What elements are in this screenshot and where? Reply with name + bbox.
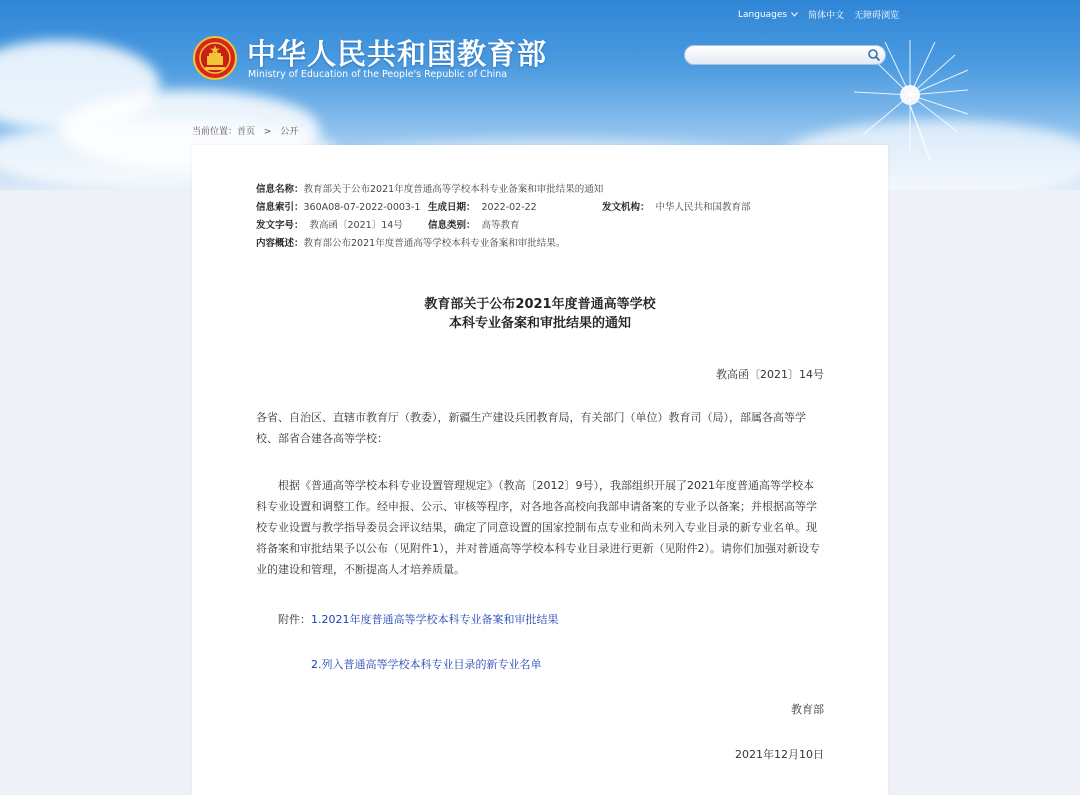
attachment-link-1[interactable]: 1.2021年度普通高等学校本科专业备案和审批结果: [311, 613, 559, 626]
doc-number: 教高函〔2021〕14号: [716, 368, 824, 381]
meta-value: 教高函〔2021〕14号: [309, 220, 403, 231]
meta-label: 信息索引：: [256, 202, 304, 213]
accessibility-link[interactable]: 无障碍浏览: [854, 11, 900, 21]
site-title[interactable]: 中华人民共和国教育部: [247, 37, 548, 71]
doc-title-line-2: 本科专业备案和审批结果的通知: [448, 316, 631, 331]
meta-label: 发文机构：: [602, 202, 650, 213]
chevron-down-icon[interactable]: [791, 10, 798, 20]
attachment-1: [278, 611, 559, 627]
doc-title-line-1: 教育部关于公布2021年度普通高等学校: [424, 297, 656, 312]
meta-value: 教育部公布2021年度普通高等学校本科专业备案和审批结果。: [303, 238, 566, 249]
meta-value: 教育部关于公布2021年度普通高等学校本科专业备案和审批结果的通知: [303, 184, 604, 195]
meta-row-name: [256, 181, 603, 195]
breadcrumb: [192, 124, 304, 137]
attachment-label: 附件：: [278, 613, 311, 626]
national-emblem-icon: [193, 36, 237, 80]
meta-label: 生成日期：: [428, 202, 476, 213]
meta-label: 信息类别：: [428, 220, 476, 231]
attachment-link-2[interactable]: 2.列入普通高等学校本科专业目录的新专业名单: [311, 658, 542, 671]
breadcrumb-current[interactable]: 公开: [280, 127, 299, 137]
doc-date: 2021年12月10日: [735, 748, 824, 761]
signer: 教育部: [791, 703, 824, 716]
meta-label: 发文字号：: [256, 220, 304, 231]
search-input[interactable]: [693, 48, 857, 64]
meta-value: 中华人民共和国教育部: [655, 202, 751, 213]
body-paragraph: 根据《普通高等学校本科专业设置管理规定》（教高〔2012〕9号），我部组织开展了2021年度普通高等学校本科专业设置和调整工作。经申报、公示、审核等程序，对各地各高校向我部申请备案的专业予以备案；并根据高等学校专业设置与教学指导委员会评议结果，确定了同意设置的国家控制布点专业和尚未列入专业目录的新专业名单。现将备案和审批结果予以公布（见附件1），并对普通高等学校本科专业目录进行更新（见附件2）。请你们加强对新设专业的建设和管理，不断提高人才培养质量。: [256, 479, 820, 576]
meta-row-category: [428, 217, 520, 231]
content-panel: [192, 145, 888, 795]
search-box: [684, 45, 886, 65]
languages-link[interactable]: Languages: [738, 9, 788, 20]
salutation: 各省、自治区、直辖市教育厅（教委），新疆生产建设兵团教育局，有关部门（单位）教育司（局），部属各高等学校、部省合建各高等学校：: [256, 411, 806, 445]
simplified-chinese-link[interactable]: 简体中文: [808, 11, 845, 21]
meta-label: 内容概述：: [256, 238, 304, 249]
site-subtitle: Ministry of Education of the People's Republic of China: [248, 69, 508, 80]
meta-label: 信息名称：: [256, 184, 304, 195]
top-links: [738, 8, 899, 21]
meta-row-summary: [256, 235, 565, 249]
breadcrumb-home[interactable]: 当前位置：首页: [192, 127, 256, 137]
attachment-2: [311, 656, 542, 672]
meta-row-docno: [256, 217, 403, 231]
meta-value: 360A08-07-2022-0003-1: [303, 202, 421, 213]
breadcrumb-separator: >: [263, 127, 272, 137]
meta-row-index: [256, 199, 420, 213]
meta-row-date: [428, 199, 537, 213]
meta-value: 2022-02-22: [481, 202, 537, 213]
meta-value: 高等教育: [481, 220, 520, 231]
search-icon[interactable]: [867, 48, 881, 62]
meta-row-issuer: [602, 199, 751, 213]
